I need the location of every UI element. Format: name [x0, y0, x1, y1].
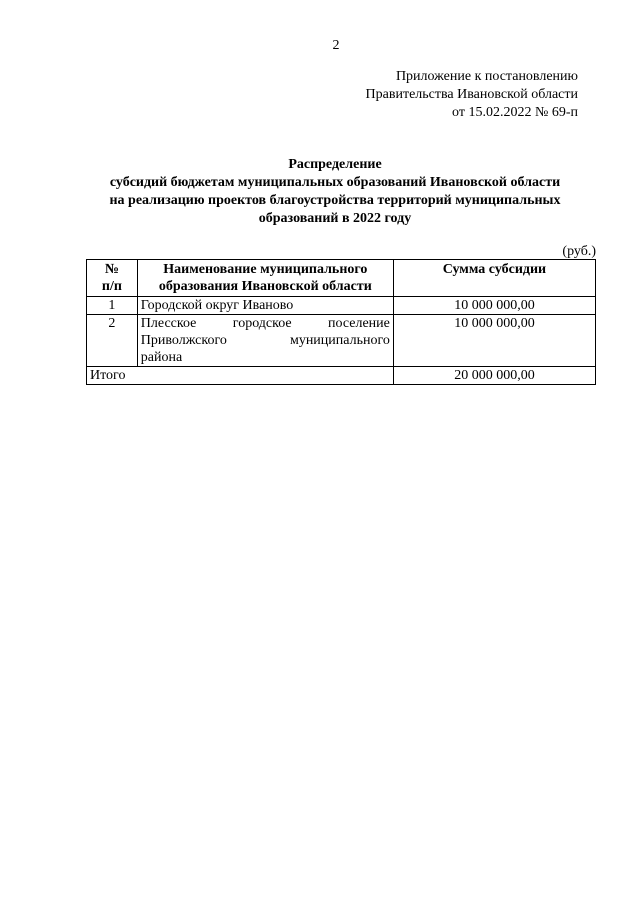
title-line: субсидий бюджетам муниципальных образований Ивановской области — [109, 175, 561, 190]
title-line: на реализацию проектов благоустройства территорий муниципальных — [109, 193, 561, 208]
header-name — [137, 260, 393, 297]
row-name — [137, 315, 393, 367]
header-num-line: п/п — [101, 279, 122, 294]
row-name-line: Приволжского муниципального — [140, 333, 390, 348]
title-line: образований в 2022 году — [258, 211, 412, 226]
subsidies-table — [86, 259, 596, 385]
row-sum: 10 000 000,00 — [393, 315, 595, 367]
header-sum: Сумма субсидии — [393, 260, 595, 297]
header-name-line: Наименование муниципального — [163, 262, 368, 277]
table-total-row — [87, 367, 596, 385]
row-num: 2 — [87, 315, 138, 367]
row-name: Городской округ Иваново — [137, 297, 393, 315]
appendix-header — [278, 68, 578, 122]
row-name-line: района — [140, 350, 183, 365]
row-num: 1 — [87, 297, 138, 315]
page-number: 2 — [332, 38, 340, 53]
appendix-line: Правительства Ивановской области — [365, 87, 578, 102]
table-row — [87, 297, 596, 315]
row-name-line: Плесское городское поселение — [140, 316, 390, 331]
currency-unit: (руб.) — [562, 244, 596, 259]
table-row — [87, 315, 596, 367]
table-header-row — [87, 260, 596, 297]
row-sum: 10 000 000,00 — [393, 297, 595, 315]
document-title — [80, 156, 590, 228]
header-num — [87, 260, 138, 297]
header-num-line: № — [104, 262, 119, 277]
appendix-line: от 15.02.2022 № 69-п — [452, 105, 578, 120]
appendix-line: Приложение к постановлению — [395, 69, 578, 84]
header-name-line: образования Ивановской области — [158, 279, 372, 294]
total-sum: 20 000 000,00 — [393, 367, 595, 385]
total-label: Итого — [87, 367, 394, 385]
title-line: Распределение — [288, 157, 382, 172]
